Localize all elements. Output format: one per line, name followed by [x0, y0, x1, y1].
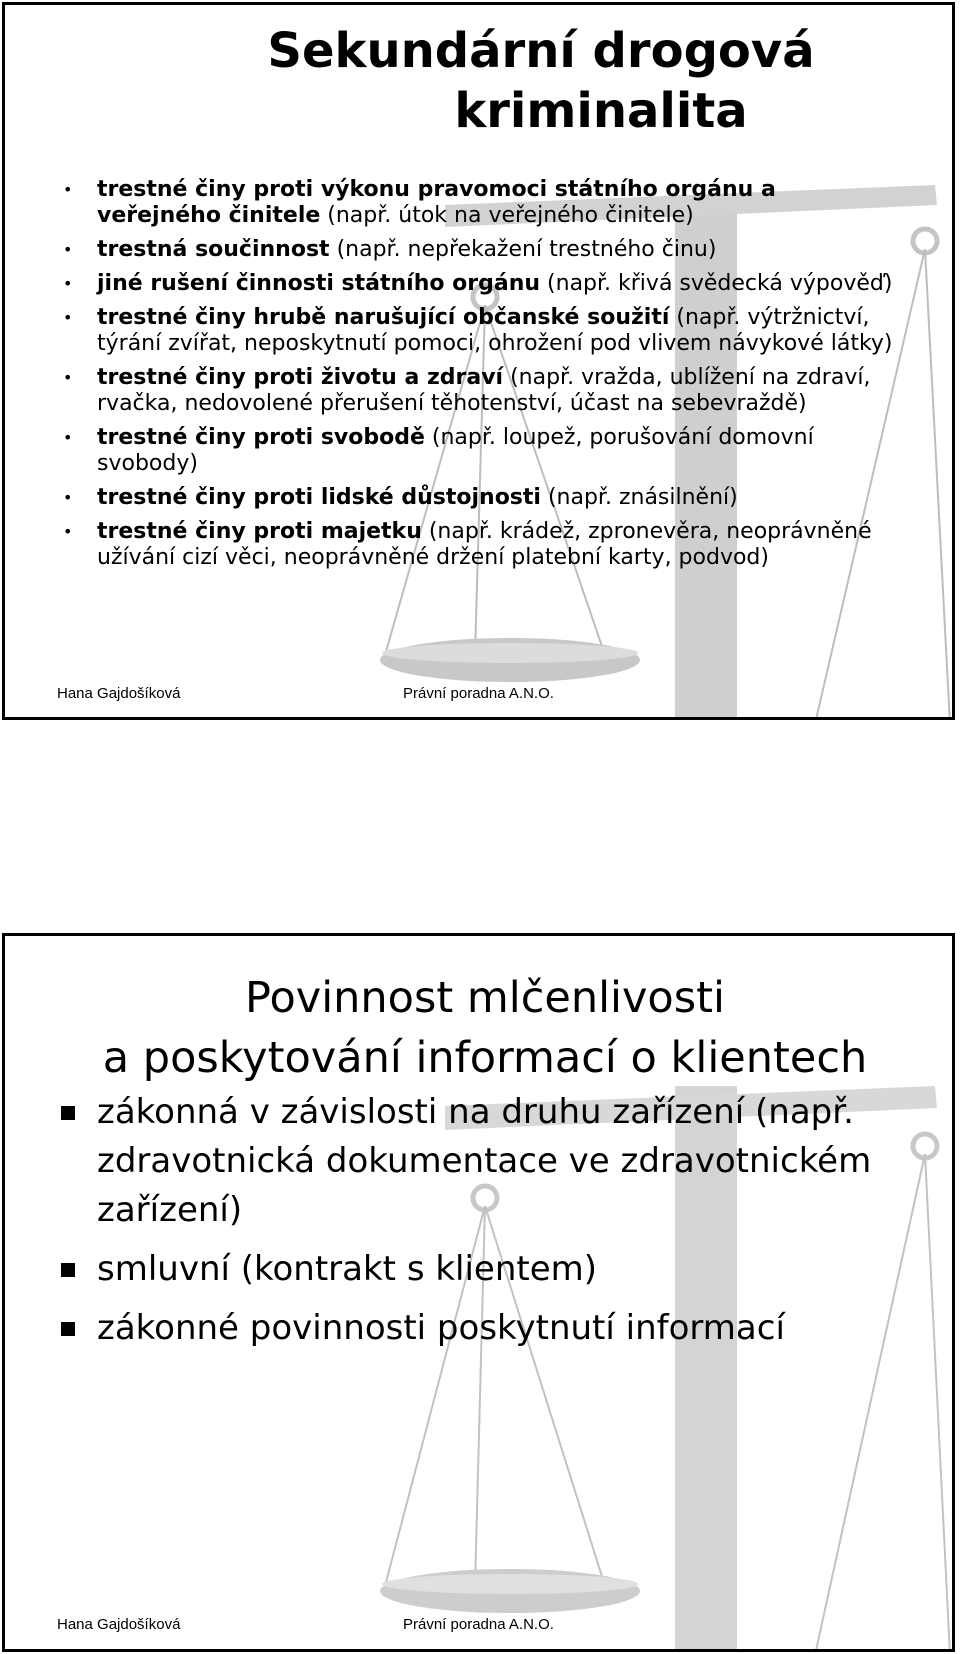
title-line-2: kriminalita: [454, 83, 748, 139]
list-item: • trestná součinnost (např. nepřekažení trestného činu): [63, 237, 717, 262]
dot-bullet-icon: •: [63, 428, 73, 447]
dot-bullet-icon: •: [63, 522, 73, 541]
square-bullet-icon: [61, 1106, 75, 1120]
footer-author: Hana Gajdošíková: [57, 1616, 181, 1633]
dot-bullet-icon: •: [63, 240, 73, 259]
list-item: • trestné činy proti výkonu pravomoci státního orgánu a veřejného činitele (např. útok na veřejného činitele): [63, 177, 776, 228]
title-line-1: Sekundární drogová: [267, 23, 815, 79]
slide-title: [241, 21, 841, 141]
list-item: • trestné činy hrubě narušující občanské soužití (např. výtržnictví, týrání zvířat, neposkytnutí pomoci, ohrožení pod vlivem návykové látky): [63, 305, 893, 356]
footer-author: Hana Gajdošíková: [57, 685, 181, 702]
list-item: zákonné povinnosti poskytnutí informací: [59, 1304, 919, 1353]
list-item: • trestné činy proti životu a zdraví (např. vražda, ublížení na zdraví, rvačka, nedovolené přerušení těhotenství, účast na sebevraždě): [63, 365, 871, 416]
slide-secondary-drug-crime: [2, 2, 955, 720]
confidentiality-list: [59, 1088, 919, 1363]
footer-organization: Právní poradna A.N.O.: [403, 685, 554, 702]
dot-bullet-icon: •: [63, 488, 73, 507]
dot-bullet-icon: •: [63, 180, 73, 199]
list-item: • jiné rušení činnosti státního orgánu (např. křivá svědecká výpověď): [63, 271, 893, 296]
dot-bullet-icon: •: [63, 368, 73, 387]
slide-confidentiality: [2, 933, 955, 1652]
square-bullet-icon: [61, 1263, 75, 1277]
title-line-1: Povinnost mlčenlivosti: [245, 973, 725, 1023]
dot-bullet-icon: •: [63, 274, 73, 293]
list-item: • trestné činy proti majetku (např. krádež, zpronevěra, neoprávněné užívání cizí věci, neoprávněné držení platební karty, podvod): [63, 519, 872, 570]
list-item: • trestné činy proti lidské důstojnosti (např. znásilnění): [63, 485, 738, 510]
list-item: • trestné činy proti svobodě (např. loupež, porušování domovní svobody): [63, 425, 814, 476]
title-line-2: a poskytování informací o klientech: [102, 1033, 868, 1083]
square-bullet-icon: [61, 1322, 75, 1336]
dot-bullet-icon: •: [63, 308, 73, 327]
crime-list: [61, 177, 901, 579]
list-item: smluvní (kontrakt s klientem): [59, 1245, 919, 1294]
slide-title: [25, 968, 945, 1088]
footer-organization: Právní poradna A.N.O.: [403, 1616, 554, 1633]
list-item: zákonná v závislosti na druhu zařízení (např. zdravotnická dokumentace ve zdravotnickém zařízení): [59, 1088, 919, 1235]
